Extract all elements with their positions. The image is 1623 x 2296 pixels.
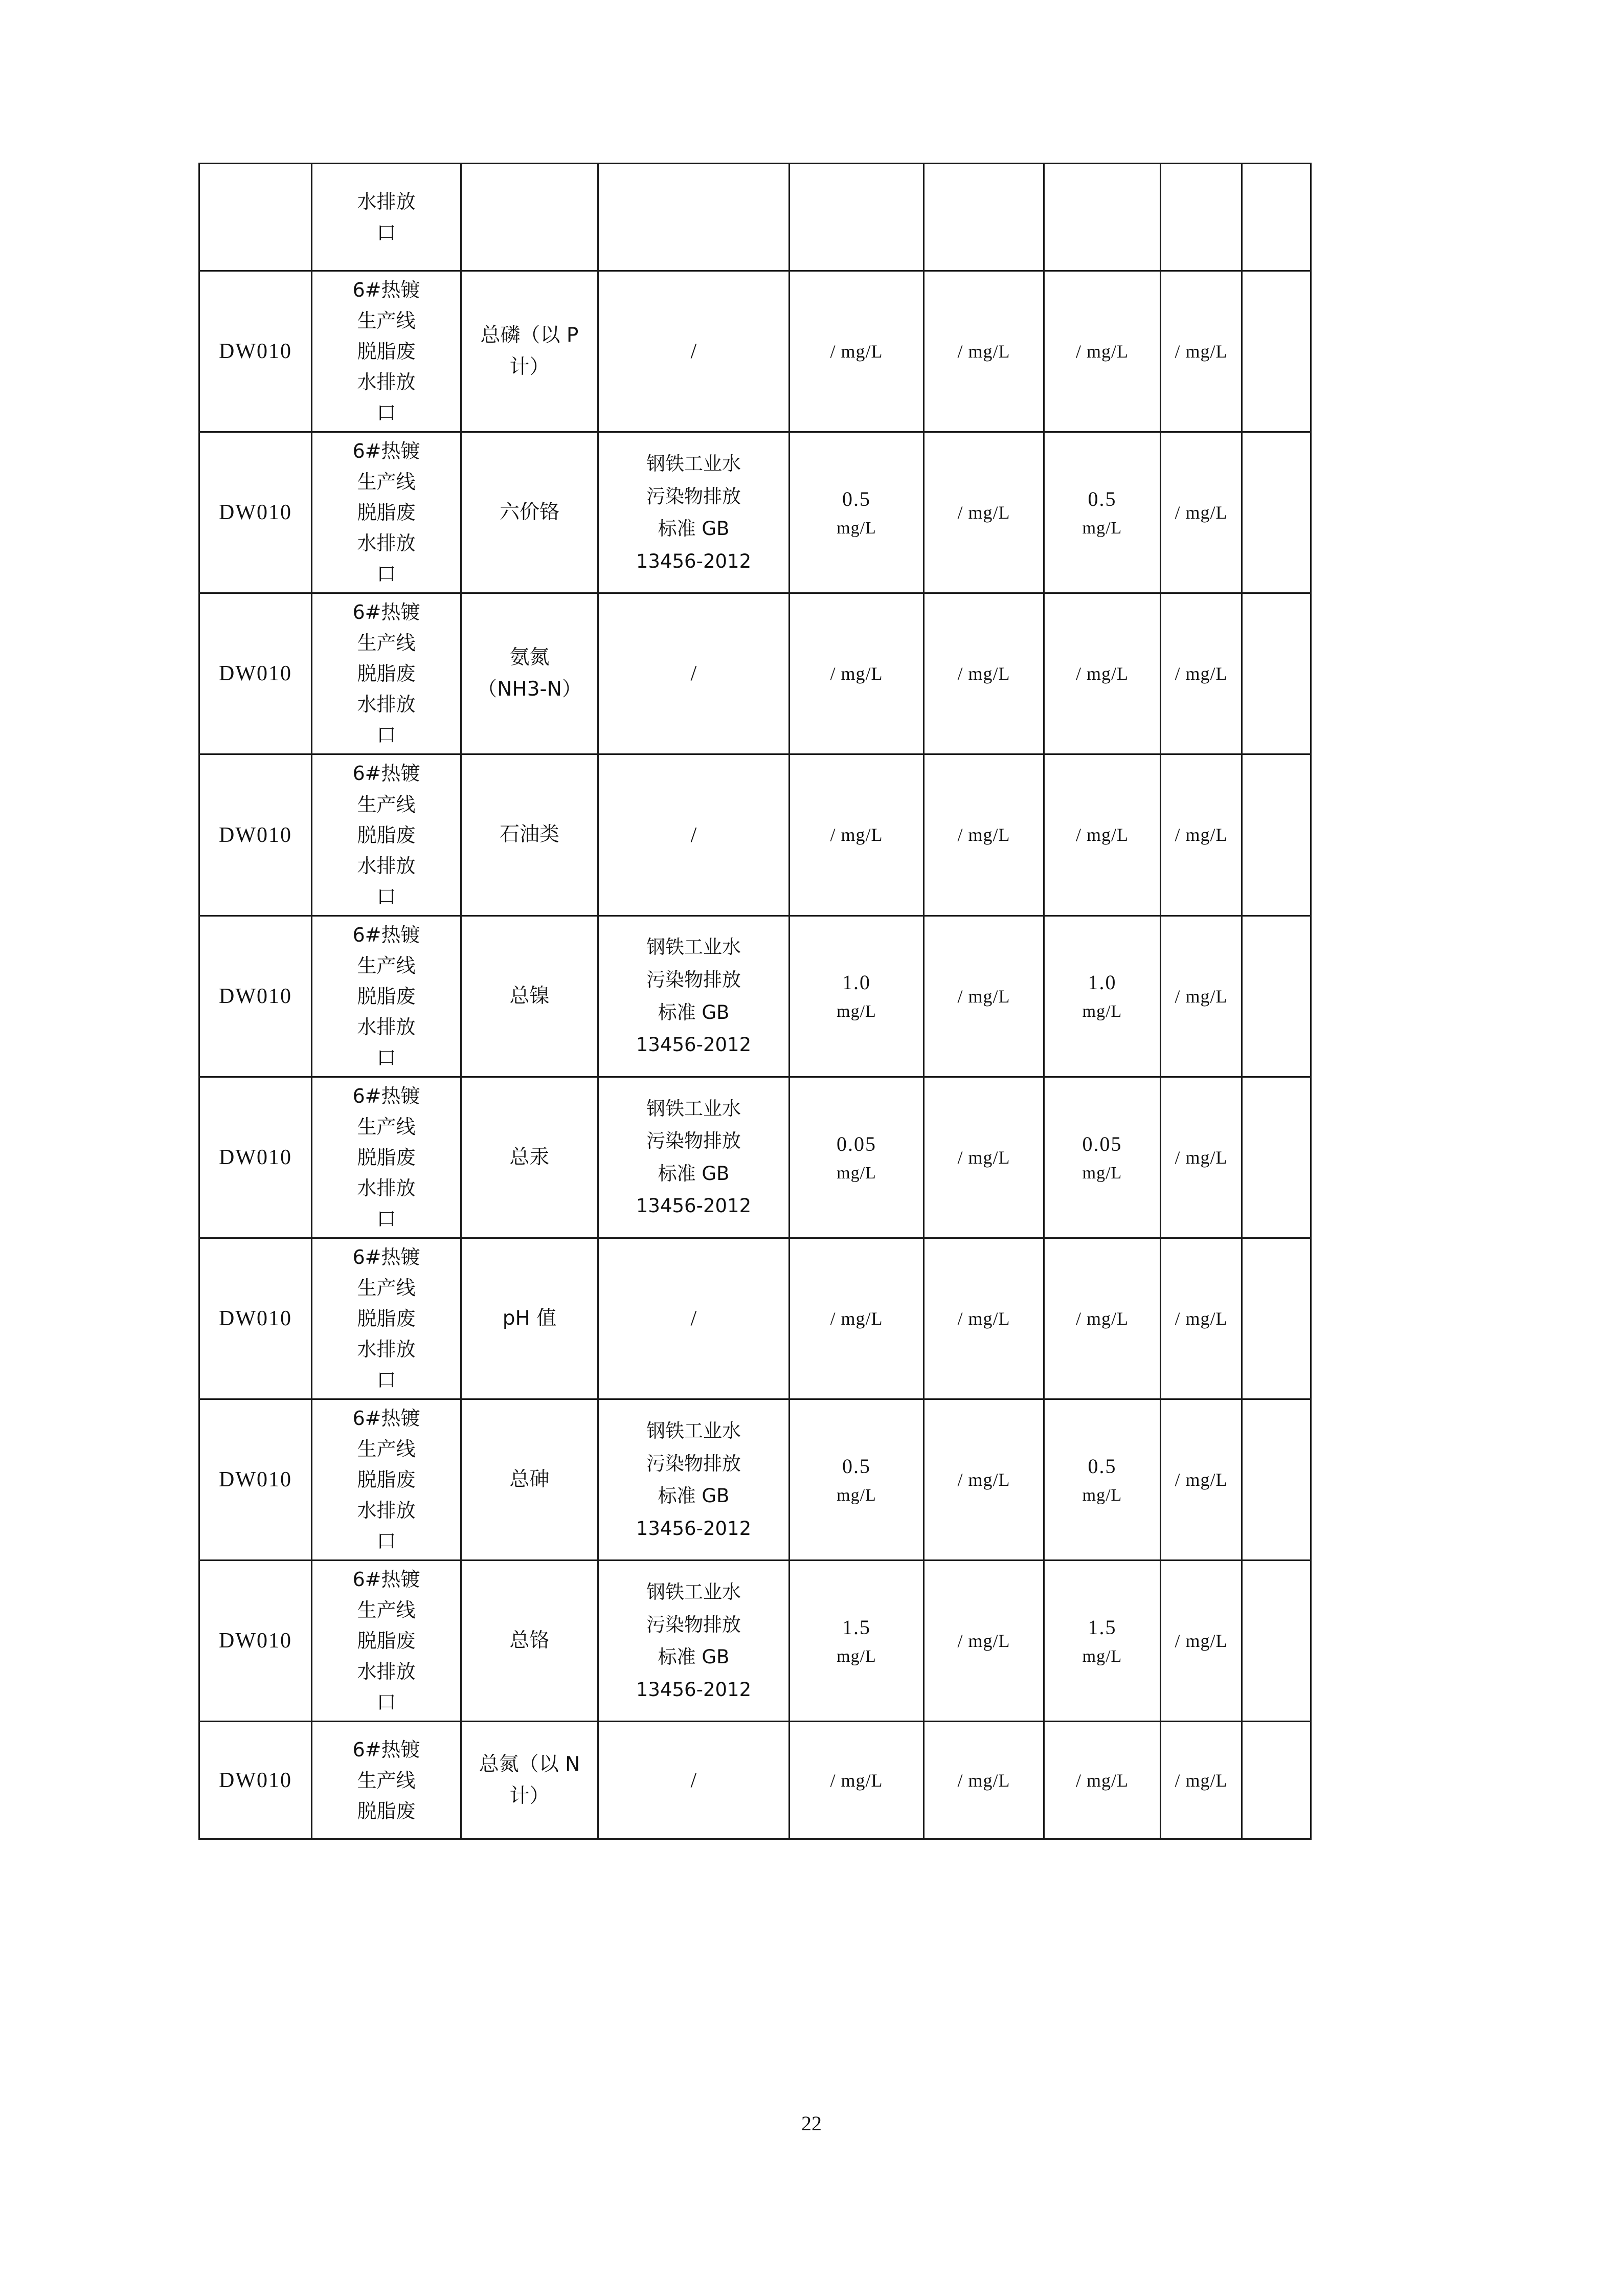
emission-source-text [314, 186, 458, 248]
value-slash-unit: / mg/L [1175, 986, 1228, 1007]
emission-source-text [314, 758, 458, 911]
value-number: 0.5 [842, 487, 871, 510]
outlet-code-text: DW010 [219, 823, 292, 847]
emission-source-cell [312, 432, 461, 593]
value-cell-5 [1242, 754, 1311, 916]
emission-source-line: 6#热镀 [352, 1407, 420, 1430]
emission-source-line: 6#热镀 [352, 440, 420, 463]
outlet-code-cell [199, 1722, 312, 1839]
table-row [199, 593, 1311, 754]
emission-standard-line: 标准 GB [658, 1646, 730, 1668]
value-cell-5 [1242, 1561, 1311, 1722]
value-slash-unit: / mg/L [1076, 1770, 1129, 1791]
value-cell-3 [1044, 754, 1161, 916]
emission-source-line: 生产线 [357, 1599, 416, 1622]
value-slash-unit: / mg/L [1076, 663, 1129, 684]
value-cell-2 [924, 1399, 1044, 1561]
value-cell-4 [1161, 1722, 1242, 1839]
emission-source-line: 6#热镀 [352, 762, 420, 785]
emission-source-text [314, 275, 458, 428]
emission-source-line: 生产线 [357, 954, 416, 977]
emission-source-line: 6#热镀 [352, 601, 420, 624]
emission-source-line: 6#热镀 [352, 1738, 420, 1761]
emission-source-line: 水排放 [357, 1176, 416, 1199]
outlet-code-text: DW010 [219, 662, 292, 686]
outlet-code-cell [199, 1238, 312, 1399]
value-slash-unit: / mg/L [830, 824, 883, 845]
emission-source-line: 生产线 [357, 471, 416, 494]
value-slash-unit: / mg/L [957, 1770, 1010, 1791]
value-cell-2 [924, 593, 1044, 754]
value-slash-unit: / mg/L [1175, 1770, 1228, 1791]
page-number: 22 [801, 2112, 822, 2135]
value-number: 1.0 [1088, 971, 1117, 994]
pollutant-cell [461, 1722, 598, 1839]
pollutant-line: 石油类 [499, 823, 559, 846]
outlet-code-cell [199, 432, 312, 593]
emission-standard-line: 13456-2012 [636, 1034, 752, 1056]
value-slash-unit: / mg/L [957, 1631, 1010, 1652]
emission-standard-slash: / [690, 823, 697, 847]
emission-source-text [314, 1081, 458, 1234]
emission-source-cell [312, 1077, 461, 1238]
value-cell-5 [1242, 1077, 1311, 1238]
emission-source-text [314, 1242, 458, 1395]
value-number: 0.5 [842, 1454, 871, 1478]
value-cell-5 [1242, 271, 1311, 432]
pollutant-cell [461, 1238, 598, 1399]
emission-standard-line: 污染物排放 [646, 1613, 741, 1636]
emission-source-cell [312, 1399, 461, 1561]
emission-source-line: 水排放 [357, 693, 416, 716]
emission-standard-line: 钢铁工业水 [646, 1097, 741, 1120]
emission-source-line: 生产线 [357, 632, 416, 655]
pollutant-cell [461, 432, 598, 593]
value-cell-4 [1161, 432, 1242, 593]
pollutant-text [464, 1625, 595, 1657]
table-row [199, 1077, 1311, 1238]
pollutant-line: 计） [509, 1784, 550, 1808]
emission-source-line: 脱脂废 [357, 662, 416, 685]
value-cell-5 [1242, 1238, 1311, 1399]
emission-standard-line: 标准 GB [658, 1485, 730, 1507]
value-cell-1 [790, 432, 924, 593]
pollutant-line: 总汞 [509, 1145, 550, 1169]
emission-standard-cell [598, 1722, 790, 1839]
value-slash-unit: / mg/L [957, 502, 1010, 523]
table-row [199, 1238, 1311, 1399]
emission-standard-cell [598, 432, 790, 593]
pollutant-text [464, 497, 595, 528]
emission-source-line: 生产线 [357, 1769, 416, 1792]
value-cell-1 [790, 1561, 924, 1722]
value-number: 1.5 [1088, 1615, 1117, 1639]
emission-standard-line: 污染物排放 [646, 485, 741, 507]
emission-source-line: 生产线 [357, 1115, 416, 1138]
value-cell-2 [924, 1561, 1044, 1722]
emission-standard-line: 钢铁工业水 [646, 936, 741, 958]
emission-standard-slash: / [690, 662, 697, 686]
emission-source-line: 脱脂废 [357, 1799, 416, 1822]
pollutant-cell [461, 916, 598, 1077]
value-cell-3 [1044, 1722, 1161, 1839]
emission-standard-line: 13456-2012 [636, 550, 752, 572]
value-cell-1 [790, 164, 924, 271]
value-cell-4 [1161, 271, 1242, 432]
value-slash-unit: / mg/L [1076, 1308, 1129, 1329]
pollutant-cell [461, 271, 598, 432]
value-slash-unit: / mg/L [1175, 341, 1228, 362]
emission-source-line: 6#热镀 [352, 923, 420, 946]
outlet-code-text: DW010 [219, 984, 292, 1008]
value-slash-unit: / mg/L [1175, 1308, 1228, 1329]
value-cell-4 [1161, 1561, 1242, 1722]
value-unit: mg/L [837, 1163, 876, 1183]
value-unit: mg/L [1082, 1163, 1122, 1183]
emission-source-text [314, 920, 458, 1073]
value-unit: mg/L [1082, 1002, 1122, 1021]
value-slash-unit: / mg/L [957, 663, 1010, 684]
table-row [199, 164, 1311, 271]
value-slash-unit: / mg/L [1175, 1469, 1228, 1490]
value-measure [1047, 1612, 1158, 1670]
value-cell-5 [1242, 164, 1311, 271]
pollutant-text [464, 1464, 595, 1496]
emission-source-line: 口 [376, 1691, 396, 1714]
emission-source-line: 口 [376, 563, 396, 586]
emission-source-line: 6#热镀 [352, 1245, 420, 1268]
outlet-code-text: DW010 [219, 1629, 292, 1653]
emission-source-line: 口 [376, 724, 396, 747]
value-cell-2 [924, 1077, 1044, 1238]
value-cell-4 [1161, 164, 1242, 271]
emission-standard-text [601, 448, 786, 578]
outlet-code-cell [199, 593, 312, 754]
emission-source-line: 生产线 [357, 309, 416, 332]
emission-standard-line: 钢铁工业水 [646, 1581, 741, 1603]
emission-source-line: 口 [376, 1207, 396, 1230]
value-cell-4 [1161, 754, 1242, 916]
outlet-code-cell [199, 754, 312, 916]
value-number: 0.05 [837, 1132, 876, 1155]
value-slash-unit: / mg/L [957, 1147, 1010, 1168]
value-cell-1 [790, 1077, 924, 1238]
value-cell-5 [1242, 1399, 1311, 1561]
value-slash-unit: / mg/L [1076, 824, 1129, 845]
pollutant-text [464, 320, 595, 384]
value-cell-5 [1242, 1722, 1311, 1839]
emission-source-line: 水排放 [357, 1015, 416, 1038]
emission-source-line: 脱脂废 [357, 340, 416, 363]
value-cell-2 [924, 164, 1044, 271]
pollutant-cell [461, 1077, 598, 1238]
value-measure [1047, 1451, 1158, 1509]
value-cell-2 [924, 1238, 1044, 1399]
pollutant-line: 总磷（以 P [480, 323, 579, 347]
emission-source-text [314, 436, 458, 589]
emission-source-cell [312, 916, 461, 1077]
value-cell-1 [790, 916, 924, 1077]
table-row [199, 754, 1311, 916]
value-measure [1047, 483, 1158, 542]
emission-source-cell [312, 271, 461, 432]
emission-standard-cell [598, 916, 790, 1077]
emission-source-cell [312, 593, 461, 754]
pollutant-cell [461, 164, 598, 271]
emission-source-text [314, 1734, 458, 1826]
value-cell-4 [1161, 1399, 1242, 1561]
emission-standard-line: 污染物排放 [646, 1130, 741, 1152]
value-number: 0.5 [1088, 487, 1117, 510]
emission-standard-line: 标准 GB [658, 518, 730, 540]
value-slash-unit: / mg/L [830, 341, 883, 362]
emission-source-line: 口 [376, 1369, 396, 1392]
pollutant-line: 总铬 [509, 1629, 550, 1653]
value-cell-4 [1161, 1238, 1242, 1399]
value-cell-5 [1242, 432, 1311, 593]
emission-source-line: 脱脂废 [357, 1146, 416, 1169]
emission-source-line: 口 [376, 885, 396, 908]
emission-source-cell [312, 1722, 461, 1839]
emission-standard-line: 标准 GB [658, 1001, 730, 1023]
outlet-code-cell [199, 1077, 312, 1238]
table-row [199, 916, 1311, 1077]
value-slash-unit: / mg/L [957, 341, 1010, 362]
value-slash-unit: / mg/L [830, 1308, 883, 1329]
value-cell-2 [924, 916, 1044, 1077]
value-slash-unit: / mg/L [830, 663, 883, 684]
value-slash-unit: / mg/L [957, 986, 1010, 1007]
emission-standard-cell [598, 1238, 790, 1399]
value-slash-unit: / mg/L [957, 1308, 1010, 1329]
outlet-code-text: DW010 [219, 1145, 292, 1169]
pollutant-line: 六价铬 [499, 501, 559, 524]
value-cell-4 [1161, 1077, 1242, 1238]
emission-source-line: 6#热镀 [352, 1084, 420, 1107]
table-row [199, 1722, 1311, 1839]
value-number: 1.0 [842, 971, 871, 994]
pollutant-text [464, 1303, 595, 1334]
table-row [199, 1399, 1311, 1561]
pollutant-emission-table [198, 163, 1312, 1840]
value-cell-3 [1044, 916, 1161, 1077]
value-number: 1.5 [842, 1615, 871, 1639]
value-slash-unit: / mg/L [1175, 663, 1228, 684]
emission-standard-cell [598, 593, 790, 754]
emission-standard-cell [598, 271, 790, 432]
emission-source-line: 水排放 [357, 1660, 416, 1683]
pollutant-text [464, 819, 595, 851]
emission-standard-text [601, 931, 786, 1061]
outlet-code-cell [199, 164, 312, 271]
outlet-code-cell [199, 271, 312, 432]
emission-source-line: 脱脂废 [357, 1307, 416, 1330]
value-slash-unit: / mg/L [957, 1469, 1010, 1490]
pollutant-text [464, 980, 595, 1012]
emission-source-line: 脱脂废 [357, 985, 416, 1008]
emission-source-line: 生产线 [357, 1438, 416, 1461]
emission-standard-line: 污染物排放 [646, 969, 741, 991]
emission-standard-slash: / [690, 1307, 697, 1330]
value-cell-1 [790, 271, 924, 432]
emission-source-line: 脱脂废 [357, 1468, 416, 1491]
emission-standard-line: 污染物排放 [646, 1452, 741, 1475]
value-cell-2 [924, 432, 1044, 593]
value-cell-2 [924, 1722, 1044, 1839]
emission-source-cell [312, 1561, 461, 1722]
value-cell-3 [1044, 1561, 1161, 1722]
value-cell-1 [790, 1399, 924, 1561]
value-cell-3 [1044, 164, 1161, 271]
emission-standard-line: 钢铁工业水 [646, 1419, 741, 1442]
value-measure [1047, 1128, 1158, 1187]
pollutant-line: 总砷 [509, 1467, 550, 1491]
emission-source-line: 水排放 [357, 371, 416, 394]
value-cell-2 [924, 754, 1044, 916]
outlet-code-cell [199, 916, 312, 1077]
outlet-code-text: DW010 [219, 1307, 292, 1330]
table-container [198, 163, 1310, 1840]
outlet-code-text: DW010 [219, 501, 292, 525]
pollutant-text [464, 1142, 595, 1173]
emission-standard-line: 13456-2012 [636, 1517, 752, 1540]
value-unit: mg/L [837, 518, 876, 538]
table-row [199, 432, 1311, 593]
pollutant-line: 氨氮 [509, 646, 550, 669]
emission-standard-cell [598, 1399, 790, 1561]
pollutant-text [464, 1749, 595, 1813]
table-row [199, 1561, 1311, 1722]
emission-source-line: 水排放 [357, 854, 416, 877]
value-cell-1 [790, 754, 924, 916]
emission-standard-line: 标准 GB [658, 1162, 730, 1185]
pollutant-line: 总氮（以 N [479, 1752, 580, 1776]
value-cell-3 [1044, 1077, 1161, 1238]
value-measure [792, 967, 921, 1026]
pollutant-cell [461, 1399, 598, 1561]
value-cell-4 [1161, 593, 1242, 754]
value-unit: mg/L [1082, 518, 1122, 538]
emission-source-line: 6#热镀 [352, 279, 420, 301]
pollutant-line: 总镍 [509, 984, 550, 1008]
emission-source-line: 脱脂废 [357, 501, 416, 524]
value-slash-unit: / mg/L [957, 824, 1010, 845]
emission-source-cell [312, 1238, 461, 1399]
emission-standard-text [601, 1093, 786, 1223]
value-cell-3 [1044, 593, 1161, 754]
emission-standard-line: 13456-2012 [636, 1195, 752, 1217]
value-cell-1 [790, 593, 924, 754]
table-body [199, 164, 1311, 1839]
pollutant-line: （NH3-N） [477, 678, 582, 701]
emission-standard-slash: / [690, 340, 697, 364]
pollutant-cell [461, 593, 598, 754]
value-unit: mg/L [1082, 1485, 1122, 1505]
value-unit: mg/L [837, 1646, 876, 1666]
emission-source-line: 生产线 [357, 1276, 416, 1299]
pollutant-cell [461, 754, 598, 916]
value-slash-unit: / mg/L [1076, 341, 1129, 362]
emission-standard-text [601, 1415, 786, 1545]
outlet-code-text: DW010 [219, 1468, 292, 1492]
value-number: 0.5 [1088, 1454, 1117, 1478]
emission-source-line: 6#热镀 [352, 1568, 420, 1591]
value-measure [792, 1451, 921, 1509]
value-measure [1047, 967, 1158, 1026]
value-unit: mg/L [1082, 1646, 1122, 1666]
emission-standard-cell [598, 754, 790, 916]
emission-source-line: 水排放 [357, 190, 416, 213]
value-cell-4 [1161, 916, 1242, 1077]
value-slash-unit: / mg/L [1175, 824, 1228, 845]
emission-source-line: 水排放 [357, 532, 416, 555]
emission-source-line: 生产线 [357, 793, 416, 816]
value-measure [792, 1612, 921, 1670]
value-unit: mg/L [837, 1485, 876, 1505]
value-cell-1 [790, 1722, 924, 1839]
value-measure [792, 1128, 921, 1187]
emission-source-line: 水排放 [357, 1499, 416, 1522]
emission-standard-line: 13456-2012 [636, 1678, 752, 1701]
emission-source-line: 口 [376, 402, 396, 425]
value-measure [792, 483, 921, 542]
emission-standard-cell [598, 1077, 790, 1238]
pollutant-text [464, 642, 595, 706]
outlet-code-text: DW010 [219, 340, 292, 364]
emission-source-line: 口 [376, 1046, 396, 1069]
value-slash-unit: / mg/L [830, 1770, 883, 1791]
pollutant-line: pH 值 [502, 1306, 557, 1330]
emission-source-line: 口 [376, 1530, 396, 1553]
value-cell-1 [790, 1238, 924, 1399]
value-cell-2 [924, 271, 1044, 432]
emission-source-line: 水排放 [357, 1338, 416, 1361]
value-cell-3 [1044, 432, 1161, 593]
value-cell-5 [1242, 593, 1311, 754]
emission-source-cell [312, 164, 461, 271]
emission-standard-cell [598, 164, 790, 271]
emission-source-text [314, 1564, 458, 1718]
value-cell-3 [1044, 1238, 1161, 1399]
emission-standard-slash: / [690, 1768, 697, 1792]
emission-standard-text [601, 1576, 786, 1706]
value-cell-3 [1044, 271, 1161, 432]
emission-standard-cell [598, 1561, 790, 1722]
emission-source-line: 脱脂废 [357, 1630, 416, 1653]
emission-source-text [314, 1403, 458, 1556]
value-slash-unit: / mg/L [1175, 502, 1228, 523]
value-slash-unit: / mg/L [1175, 1631, 1228, 1652]
emission-source-line: 脱脂废 [357, 823, 416, 846]
table-row [199, 271, 1311, 432]
outlet-code-cell [199, 1561, 312, 1722]
outlet-code-cell [199, 1399, 312, 1561]
outlet-code-text: DW010 [219, 1768, 292, 1792]
value-cell-5 [1242, 916, 1311, 1077]
value-unit: mg/L [837, 1002, 876, 1021]
value-slash-unit: / mg/L [1175, 1147, 1228, 1168]
pollutant-line: 计） [509, 355, 550, 379]
value-number: 0.05 [1082, 1132, 1122, 1155]
emission-source-cell [312, 754, 461, 916]
emission-source-text [314, 597, 458, 750]
pollutant-cell [461, 1561, 598, 1722]
value-cell-3 [1044, 1399, 1161, 1561]
emission-source-line: 口 [376, 221, 396, 244]
emission-standard-line: 钢铁工业水 [646, 452, 741, 475]
